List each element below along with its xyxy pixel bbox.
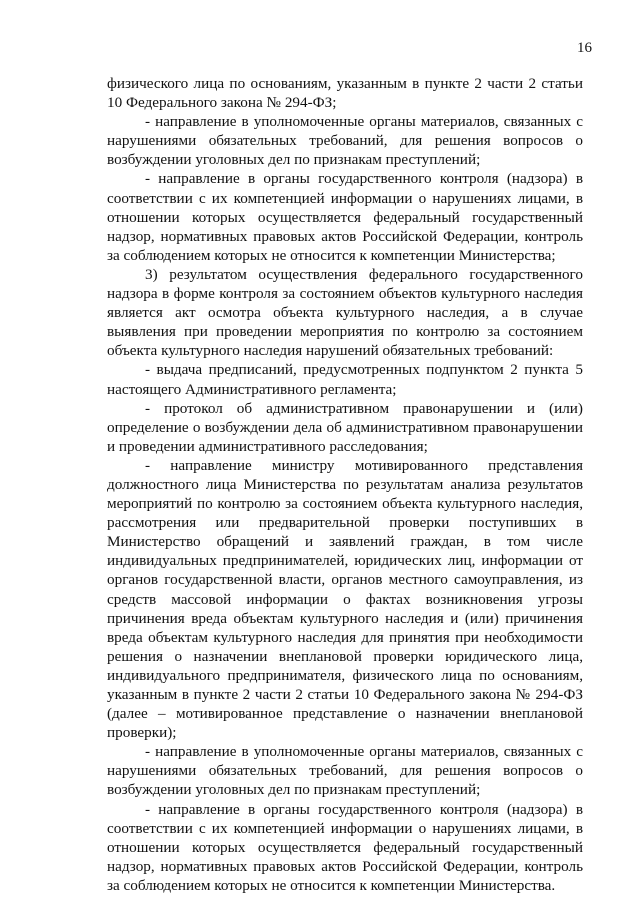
paragraph: - протокол об административном правонарушении и (или) определение о возбуждении дела об административном правонарушении и проведении административного расследования; bbox=[107, 399, 583, 455]
paragraph: 3) результатом осуществления федерального государственного надзора в форме контроля за состоянием объектов культурного наследия является акт осмотра объекта культурного наследия, а в случае выявления при проведении мероприятия по контролю за состоянием объекта культурного наследия нарушений обязательных требований: bbox=[107, 265, 583, 360]
paragraph: - выдача предписаний, предусмотренных подпунктом 2 пункта 5 настоящего Административного регламента; bbox=[107, 361, 583, 398]
body-text bbox=[107, 74, 583, 895]
paragraph: - направление в уполномоченные органы материалов, связанных с нарушениями обязательных требований, для решения вопросов о возбуждении уголовных дел по признакам преступлений; bbox=[107, 113, 583, 169]
paragraph: - направление в органы государственного контроля (надзора) в соответствии с их компетенцией информации о нарушениях лицами, в отношении которых осуществляется федеральный государственный надзор, нормативных правовых актов Российской Федерации, контроль за соблюдением которых не относится к компетенции Министерства; bbox=[107, 170, 583, 264]
paragraph: - направление в уполномоченные органы материалов, связанных с нарушениями обязательных требований, для решения вопросов о возбуждении уголовных дел по признакам преступлений; bbox=[107, 743, 583, 799]
page-number: 16 bbox=[577, 40, 592, 56]
paragraph: физического лица по основаниям, указанным в пункте 2 части 2 статьи 10 Федерального закона № 294-ФЗ; bbox=[107, 75, 583, 112]
paragraph: - направление в органы государственного контроля (надзора) в соответствии с их компетенцией информации о нарушениях лицами, в отношении которых осуществляется федеральный государственный надзор, нормативных правовых актов Российской Федерации, контроль за соблюдением которых не относится к компетенции Министерства. bbox=[107, 800, 583, 894]
paragraph: - направление министру мотивированного представления должностного лица Министерства по результатам анализа результатов мероприятий по контролю за состоянием объекта культурного наследия, рассмотрения или предварительной проверки поступивших в Министерство обращений и заявлений граждан, в том числе индивидуальных предпринимателей, юридических лиц, информации от органов государственной власти, органов местного самоуправления, из средств массовой информации о фактах возникновения угрозы причинения вреда объектам культурного наследия и (или) причинения вреда объектам культурного наследия для принятия при необходимости решения о назначении внеплановой проверки юридического лица, индивидуального предпринимателя, физического лица по основаниям, указанным в пункте 2 части 2 статьи 10 Федерального закона № 294-ФЗ (далее – мотивированное представление о назначении внеплановой проверки); bbox=[107, 456, 583, 742]
